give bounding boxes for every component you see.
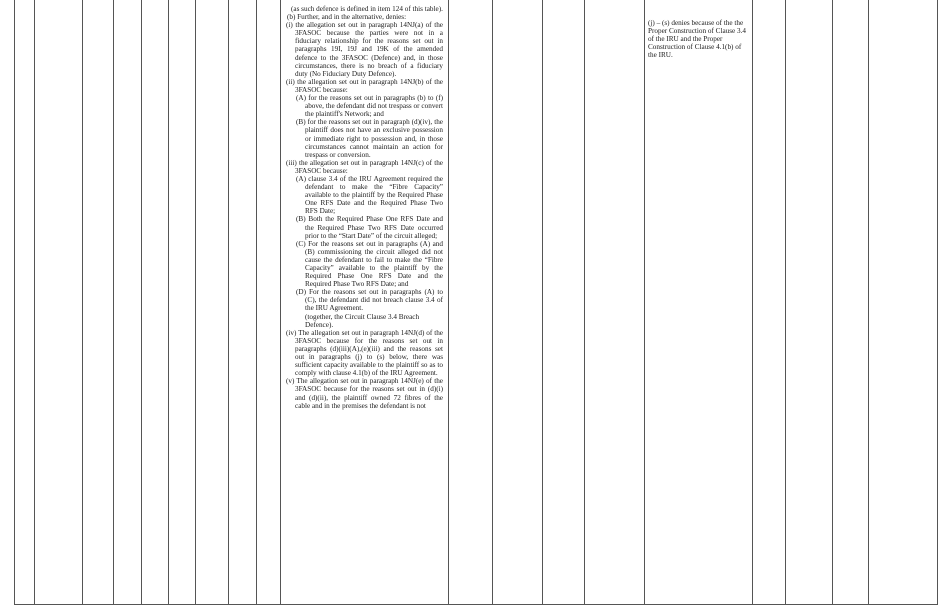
table-column-rule [82,0,83,605]
table-column-rule [34,0,35,605]
table-border-bottom [14,604,938,605]
table-column-rule [752,0,753,605]
item-iii-d: (D) For the reasons set out in paragraphs (A) to (C), the defendant did not breach clause 3.4 of the IRU Agreement. [296,288,443,313]
table-column-rule [228,0,229,605]
item-iii-together: (together, the Circuit Clause 3.4 Breach Defence). [305,312,420,329]
item-ii-b: (B) for the reasons set out in paragraph (d)(iv), the plaintiff does not have an exclusive possession or immediate right to possession and, in those circumstances cannot maintain an action for trespass or conversion. [296,118,443,159]
item-iii-a: (A) clause 3.4 of the IRU Agreement required the defendant to make the “Fibre Capacity” available to the plaintiff by the Required Phase One RFS Date and the Required Phase Two RFS Date; [296,174,443,216]
intro-text: (as such defence is defined in item 124 of this table). [291,5,443,13]
item-iii: (iii) the allegation set out in paragraph 14NJ(c) of the 3FASOC because: [286,158,443,175]
table-column-rule [584,0,585,605]
item-iv: (iv) The allegation set out in paragraph 14NJ(d) of the 3FASOC because for the reasons set out in paragraphs (d)(iii)(A),(e)(iii) and the reasons set out in paragraphs (j) to (s) below, there was sufficient capacity available to the plaintiff so as to comply with clause 4.1(b) of the IRU Agreement. [286,328,443,378]
table-column-rule [195,0,196,605]
table-border-right [937,0,938,605]
item-iii-b: (B) Both the Required Phase One RFS Date and the Required Phase Two RFS Date occurred prior to the “Start Date” of the circuit alleged; [296,215,443,240]
table-column-rule [492,0,493,605]
table-column-rule [280,0,281,605]
defence-text-column [283,5,443,410]
table-border-left [14,0,15,605]
table-column-rule [113,0,114,605]
table-column-rule [785,0,786,605]
item-iii-c: (C) For the reasons set out in paragraphs (A) and (B) commissioning the circuit alleged did not cause the defendant to fail to make the “Fibre Capacity” available to the plaintiff by the Required Phase One RFS Date and the Required Phase Two RFS Date; and [296,239,443,289]
table-column-rule [542,0,543,605]
item-v: (v) The allegation set out in paragraph 14NJ(e) of the 3FASOC because for the reasons set out in (d)(i) and (d)(ii), the plaintiff owned 72 fibres of the cable and in the premises the defendant is not [286,377,443,410]
table-column-rule [832,0,833,605]
response-text: (j) – (s) denies because of the the Proper Construction of Clause 3.4 of the IRU and the Proper Construction of Clause 4.1(b) of the IRU. [648,19,747,60]
item-ii: (ii) the allegation set out in paragraph 14NJ(b) of the 3FASOC because: [286,77,443,94]
table-column-rule [141,0,142,605]
item-ii-a: (A) for the reasons set out in paragraphs (b) to (f) above, the defendant did not trespass or convert the plaintiff's Network; and [296,94,443,119]
item-i: (i) the allegation set out in paragraph 14NJ(a) of the 3FASOC because the parties were not in a fiduciary relationship for the reasons set out in paragraphs 19I, 19J and 19K of the amended defence to the 3FASOC (Defence) and, in those circumstances, there is no breach of a fiduciary duty (No Fiduciary Duty Defence). [286,21,443,78]
response-text-column [648,19,750,59]
paragraph-b: (b) Further, and in the alternative, denies: [287,13,407,22]
table-column-rule [256,0,257,605]
table-column-rule [644,0,645,605]
table-column-rule [448,0,449,605]
table-column-rule [868,0,869,605]
table-column-rule [168,0,169,605]
